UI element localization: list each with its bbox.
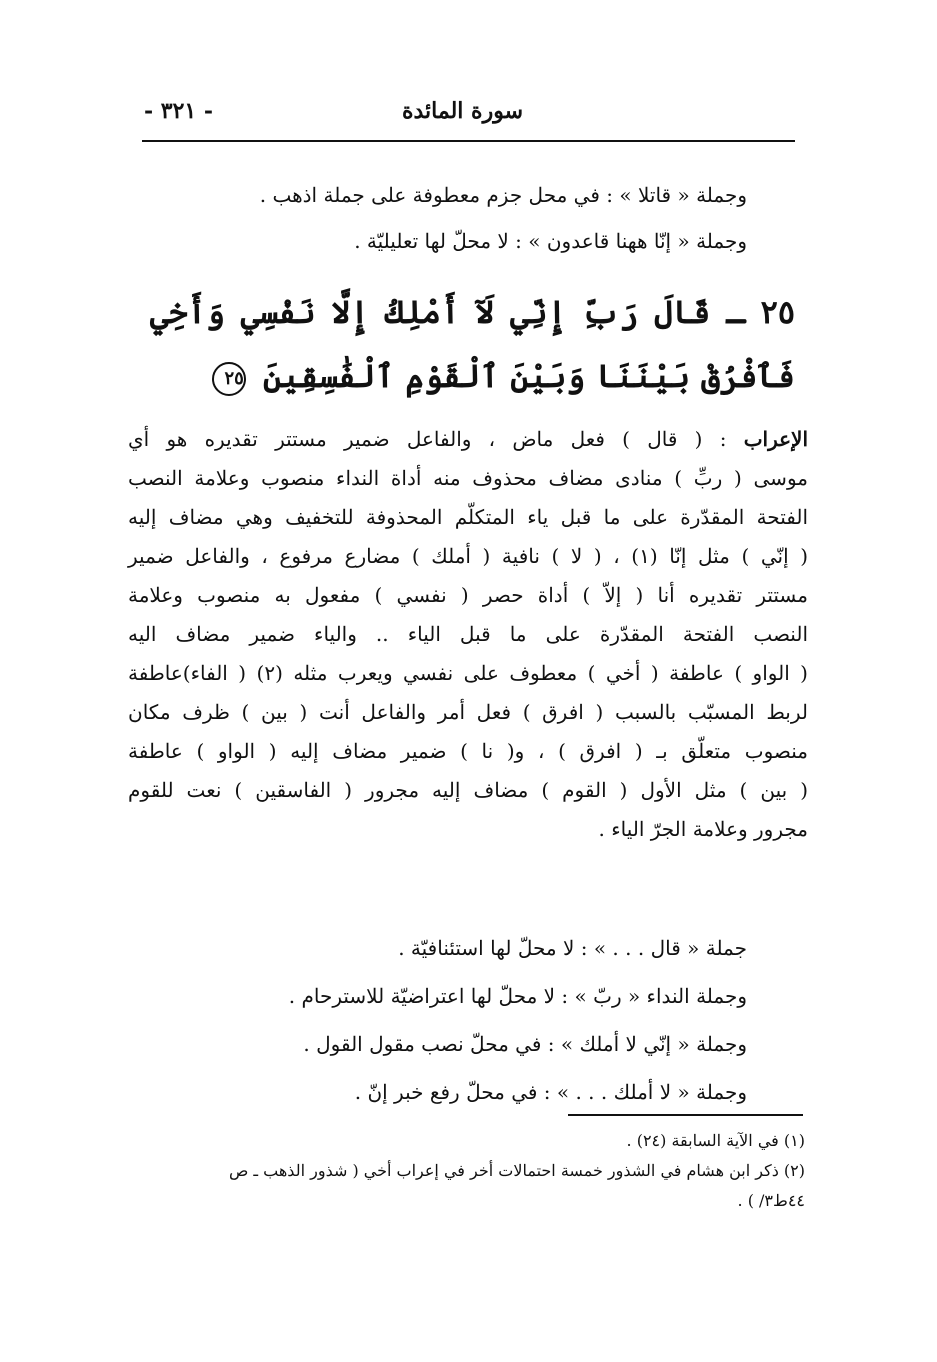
irab-line — [128, 420, 808, 459]
irab-line: الفتحة المقدّرة على ما قبل ياء المتكلّم المحذوفة للتخفيف وهي مضاف إليه — [128, 505, 808, 529]
irab-line: مستتر تقديره أنا ( إلاّ ) أداة حصر ( نفسي ) مفعول به منصوب وعلامة — [128, 583, 808, 607]
footnote: (٢) ذكر ابن هشام في الشذور خمسة احتمالات أخر في إعراب أخي ( شذور الذهب ـ ص — [228, 1161, 805, 1180]
irab-line: النصب الفتحة المقدّرة على ما قبل الياء .. والياء ضمير مضاف اليه — [128, 622, 808, 646]
intro-block — [187, 172, 747, 264]
sentence-line: وجملة « إنّي لا أملك » : في محلّ نصب مقول القول . — [303, 1032, 747, 1056]
irab-line: منصوب متعلّق بـ ( افرق ) ، و( نا ) ضمير مضاف إليه ( الواو ) عاطفة — [128, 739, 808, 763]
irab-line: ( بين ) مثل الأول ( القوم ) مضاف إليه مجرور ( الفاسقين ) نعت للقوم — [128, 778, 808, 802]
irab-line-text: : ( قال ) فعل ماض ، والفاعل ضمير مستتر تقديره هو أي — [128, 427, 727, 451]
footnote-continuation: ٤٤ط٣/ ) . — [737, 1191, 805, 1210]
surah-title: سورة المائدة — [401, 98, 523, 124]
footnote-divider — [568, 1114, 803, 1116]
intro-line: وجملة « قاتلا » : في محل جزم معطوفة على جملة اذهب . — [259, 183, 747, 207]
sentence-analysis — [187, 924, 747, 1116]
page-number: - ٣٢١ - — [144, 98, 214, 124]
sentence-line: وجملة « لا أملك . . . » : في محلّ رفع خبر إنّ . — [354, 1080, 747, 1104]
verse-end-marker: ٢٥ — [212, 362, 246, 396]
page-header — [140, 92, 795, 132]
footnote: (١) في الآية السابقة (٢٤) . — [626, 1131, 805, 1150]
verse-number: ٢٥ ـ — [726, 293, 796, 331]
sentence-line: وجملة النداء « ربّ » : لا محلّ لها اعتراضيّة للاسترحام . — [288, 984, 747, 1008]
irab-line: موسى ( ربِّ ) منادى مضاف محذوف منه أداة النداء منصوب وعلامة النصب — [128, 466, 808, 490]
irab-line: ( إنّي ) مثل إنّا (١) ، ( لا ) نافية ( أملك ) مضارع مرفوع ، والفاعل ضمير — [128, 544, 808, 568]
irab-paragraph — [128, 420, 808, 849]
irab-line: ( الواو ) عاطفة ( أخي ) معطوف على نفسي ويعرب مثله (٢) ( الفاء)عاطفة — [128, 661, 808, 685]
sentence-line: جملة « قال . . . » : لا محلّ لها استئنافيّة . — [398, 936, 747, 960]
footnotes — [160, 1126, 805, 1216]
verse-text: قَالَ رَبِّ إِنِّي لَآ أَمْلِكُ إِلَّا نَفْسِي وَأَخِي فَٱفْرُقْ بَيْنَنَا وَبَيْنَ ٱلْقَوْمِ ٱلْفَٰسِقِينَ — [150, 293, 795, 395]
irab-label: الإعراب — [743, 427, 809, 451]
header-divider — [142, 140, 795, 142]
intro-line: وجملة « إنّا ههنا قاعدون » : لا محلّ لها تعليليّة . — [354, 229, 747, 253]
irab-line: مجرور وعلامة الجرّ الياء . — [598, 817, 808, 841]
quran-verse — [150, 280, 795, 408]
irab-line: لربط المسبّب بالسبب ( افرق ) فعل أمر والفاعل أنت ( بين ) ظرف مكان — [128, 700, 808, 724]
